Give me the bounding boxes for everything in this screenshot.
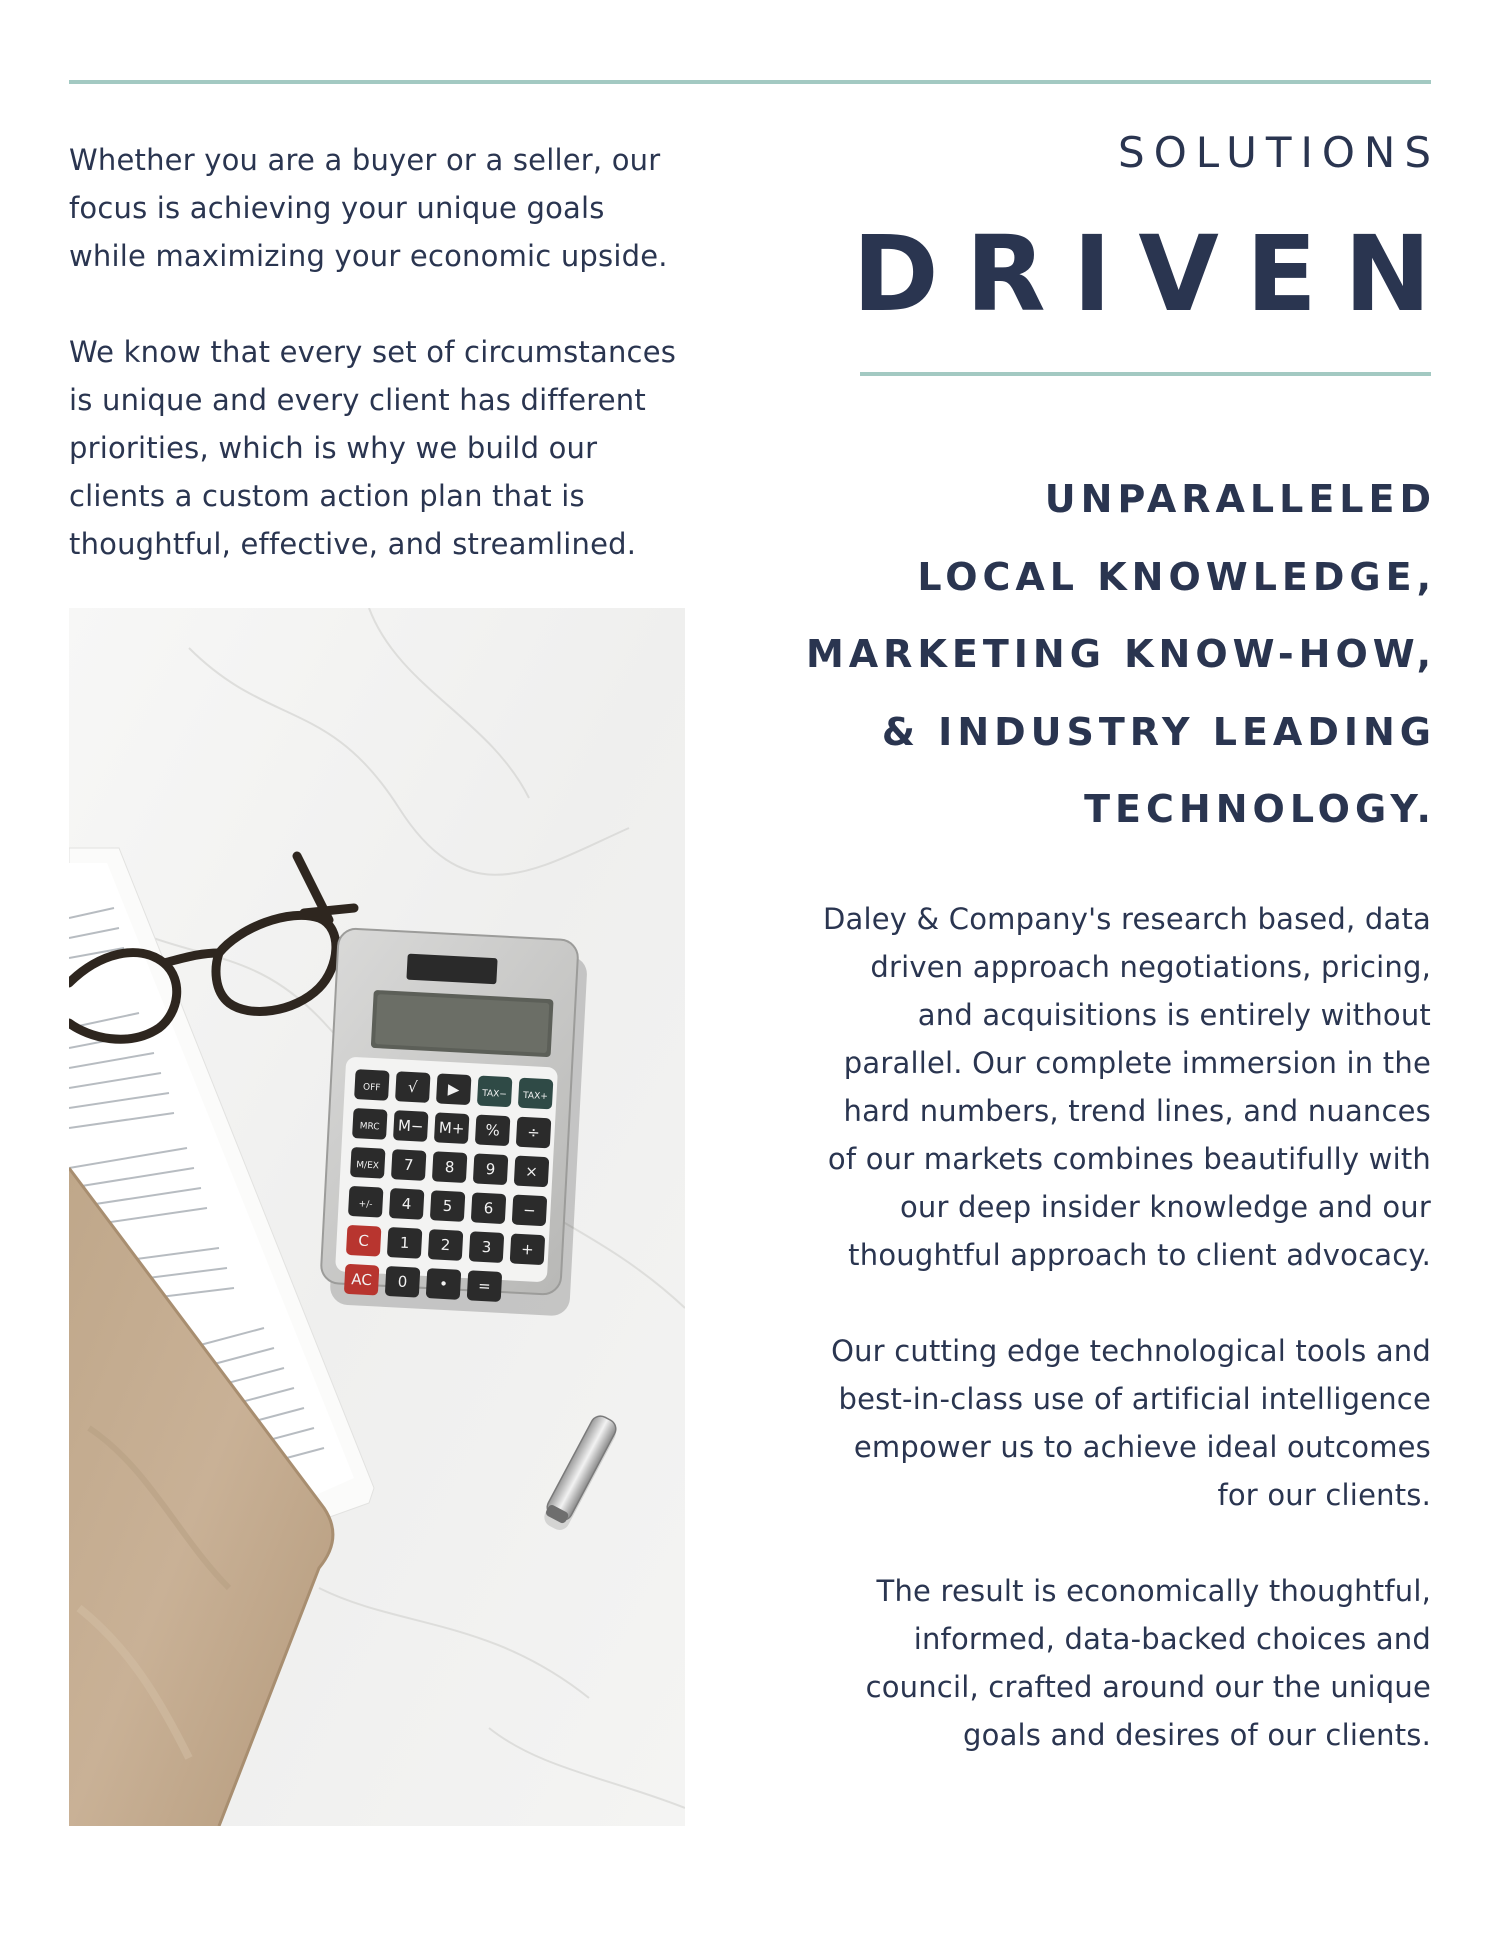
body-text xyxy=(811,895,1431,1807)
desk-photo xyxy=(69,608,685,1826)
tagline-line: TECHNOLOGY. xyxy=(1084,787,1436,831)
calculator-key-label: + xyxy=(520,1239,535,1259)
calculator-key-label: M/EX xyxy=(356,1160,380,1172)
calculator-key-label: 8 xyxy=(444,1157,455,1177)
body-paragraph-3: The result is economically thoughtful, informed, data-backed choices and council, crafted around our the unique goals and desires of our clients. xyxy=(865,1574,1431,1752)
calculator-key-label: 6 xyxy=(483,1198,494,1218)
calculator-key-label: √ xyxy=(407,1077,419,1097)
tagline xyxy=(806,461,1436,849)
calculator-key-label: M− xyxy=(397,1116,424,1136)
calculator-key-label: = xyxy=(477,1276,492,1296)
calculator-key-label: 0 xyxy=(397,1272,408,1292)
tagline-line: & INDUSTRY LEADING xyxy=(881,709,1436,754)
calculator-key-label: OFF xyxy=(362,1082,381,1094)
calculator-key-label: • xyxy=(438,1274,449,1294)
body-paragraph-1: Daley & Company's research based, data driven approach negotiations, pricing, and acquisitions is entirely without parallel. Our complete immersion in the hard numbers, trend lines, and nuances of our markets combines beautifully with our deep insider knowledge and our thoughtful approach to client advocacy. xyxy=(822,902,1431,1272)
calculator-key-label: 5 xyxy=(442,1196,453,1216)
calculator-key-label: ÷ xyxy=(526,1123,541,1142)
heading-title: DRIVEN xyxy=(852,213,1458,335)
calculator-key-label: 2 xyxy=(440,1235,451,1255)
calculator-key-label: % xyxy=(485,1120,501,1140)
calculator xyxy=(319,928,588,1317)
calculator-key-label: ▶ xyxy=(447,1079,460,1099)
heading-divider xyxy=(860,372,1431,376)
calculator-key-label: − xyxy=(522,1201,537,1220)
solar-panel xyxy=(406,954,497,985)
tagline-line: UNPARALLELED xyxy=(1044,477,1436,521)
calculator-key-label: M+ xyxy=(438,1118,465,1138)
calculator-key-label: MRC xyxy=(359,1121,380,1133)
calculator-key-label: C xyxy=(357,1231,370,1250)
tagline-line: LOCAL KNOWLEDGE, xyxy=(917,554,1436,599)
intro-text xyxy=(69,136,689,616)
calculator-key-label: 4 xyxy=(401,1194,412,1214)
calculator-key-label: +/- xyxy=(358,1199,373,1211)
tagline-line: MARKETING KNOW-HOW, xyxy=(805,632,1436,676)
intro-paragraph-1: Whether you are a buyer or a seller, our focus is achieving your unique goals while maximizing your economic upside. xyxy=(69,143,668,273)
calculator-key-label: 1 xyxy=(399,1233,410,1253)
calculator-key-label: × xyxy=(524,1162,539,1181)
desk-illustration xyxy=(69,608,685,1826)
calculator-key-label: TAX+ xyxy=(522,1090,549,1103)
calculator-key-label: AC xyxy=(350,1270,373,1290)
calculator-key-label: 3 xyxy=(481,1237,492,1257)
top-divider xyxy=(69,80,1431,84)
calculator-key-label: TAX− xyxy=(481,1088,508,1101)
heading-kicker: SOLUTIONS xyxy=(1118,128,1440,177)
calculator-key-label: 9 xyxy=(485,1160,496,1179)
body-paragraph-2: Our cutting edge technological tools and best-in-class use of artificial intelligence empower us to achieve ideal outcomes for our clients. xyxy=(831,1334,1431,1512)
calculator-key-label: 7 xyxy=(403,1155,414,1175)
intro-paragraph-2: We know that every set of circumstances is unique and every client has different priorities, which is why we build our clients a custom action plan that is thoughtful, effective, and streamlined. xyxy=(69,335,677,561)
